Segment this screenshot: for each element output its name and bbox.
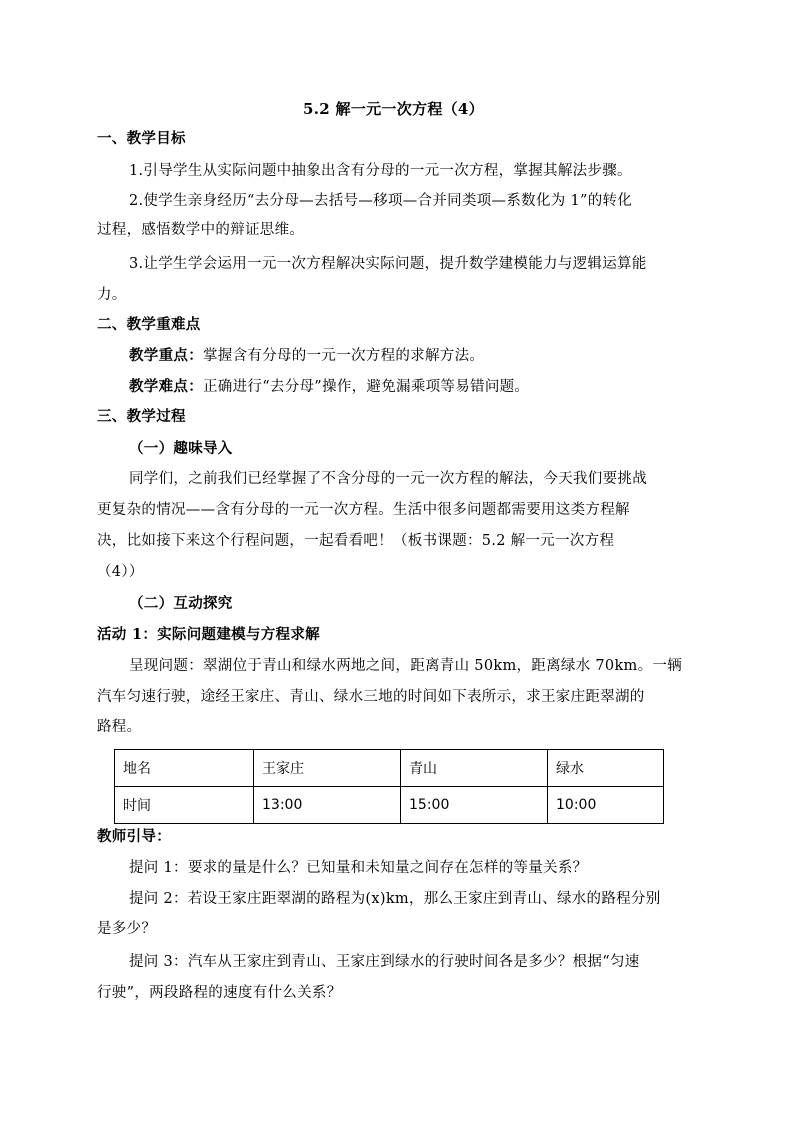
table-cell: 青山 [401,750,548,787]
intro-line-3: 决，比如接下来这个行程问题，一起看看吧！（板书课题：5.2 解一元一次方程 [97,533,615,549]
problem-line-1: 呈现问题：翠湖位于青山和绿水两地之间，距离青山 50km，距离绿水 70km。一辆 [129,658,682,674]
question-2-line-1: 提问 2：若设王家庄距翠湖的路程为(x)km，那么王家庄到青山、绿水的路程分别 [129,891,661,907]
table-row [115,787,664,824]
objective-3-line-1: 3.让学生学会运用一元一次方程解决实际问题，提升数学建模能力与逻辑运算能 [129,256,647,272]
objective-2-line-1: 2.使学生亲身经历“去分母—去括号—移项—合并同类项—系数化为 1”的转化 [129,193,633,209]
question-3-line-1: 提问 3：汽车从王家庄到青山、王家庄到绿水的行驶时间各是多少？根据“匀速 [129,954,640,970]
teacher-guidance-heading: 教师引导： [97,828,171,845]
key-point [129,346,484,366]
key-point-text: 掌握含有分母的一元一次方程的求解方法。 [203,348,485,364]
problem-line-2: 汽车匀速行驶，途经王家庄、青山、绿水三地的时间如下表所示，求王家庄距翠湖的 [97,689,645,705]
page-title: 5.2 解一元一次方程（4） [303,100,484,118]
difficult-point-text: 正确进行“去分母”操作，避免漏乘项等易错问题。 [203,379,530,395]
table-cell: 13:00 [254,787,401,824]
question-3-line-2: 行驶”，两段路程的速度有什么关系？ [97,985,342,1001]
table-cell: 15:00 [401,787,548,824]
table-cell: 时间 [115,787,254,824]
table-row [115,750,664,787]
objective-3-line-2: 力。 [97,287,127,303]
key-point-label: 教学重点： [129,347,203,364]
intro-line-4: （4）） [97,564,144,580]
section-heading-process: 三、教学过程 [97,408,186,425]
subsection-intro: （一）趣味导入 [129,440,233,457]
table-cell: 王家庄 [254,750,401,787]
subsection-exploration: （二）互动探究 [129,595,233,612]
intro-line-1: 同学们，之前我们已经掌握了不含分母的一元一次方程的解法，今天我们要挑战 [129,471,647,487]
question-1: 提问 1：要求的量是什么？已知量和未知量之间存在怎样的等量关系？ [129,860,588,876]
table-cell: 绿水 [548,750,664,787]
intro-line-2: 更复杂的情况——含有分母的一元一次方程。生活中很多问题都需要用这类方程解 [97,502,630,518]
activity-1-heading: 活动 1：实际问题建模与方程求解 [97,626,320,643]
objective-1: 1.引导学生从实际问题中抽象出含有分母的一元一次方程，掌握其解法步骤。 [129,163,632,179]
section-heading-objectives: 一、教学目标 [97,130,186,147]
section-heading-keypoints: 二、教学重难点 [97,316,201,333]
table-cell: 10:00 [548,787,664,824]
difficult-point [129,377,529,397]
question-2-line-2: 是多少？ [97,921,157,937]
table-cell: 地名 [115,750,254,787]
problem-line-3: 路程。 [97,719,142,735]
difficult-point-label: 教学难点： [129,378,203,395]
time-table [114,749,664,824]
objective-2-line-2: 过程，感悟数学中的辩证思维。 [97,222,305,238]
